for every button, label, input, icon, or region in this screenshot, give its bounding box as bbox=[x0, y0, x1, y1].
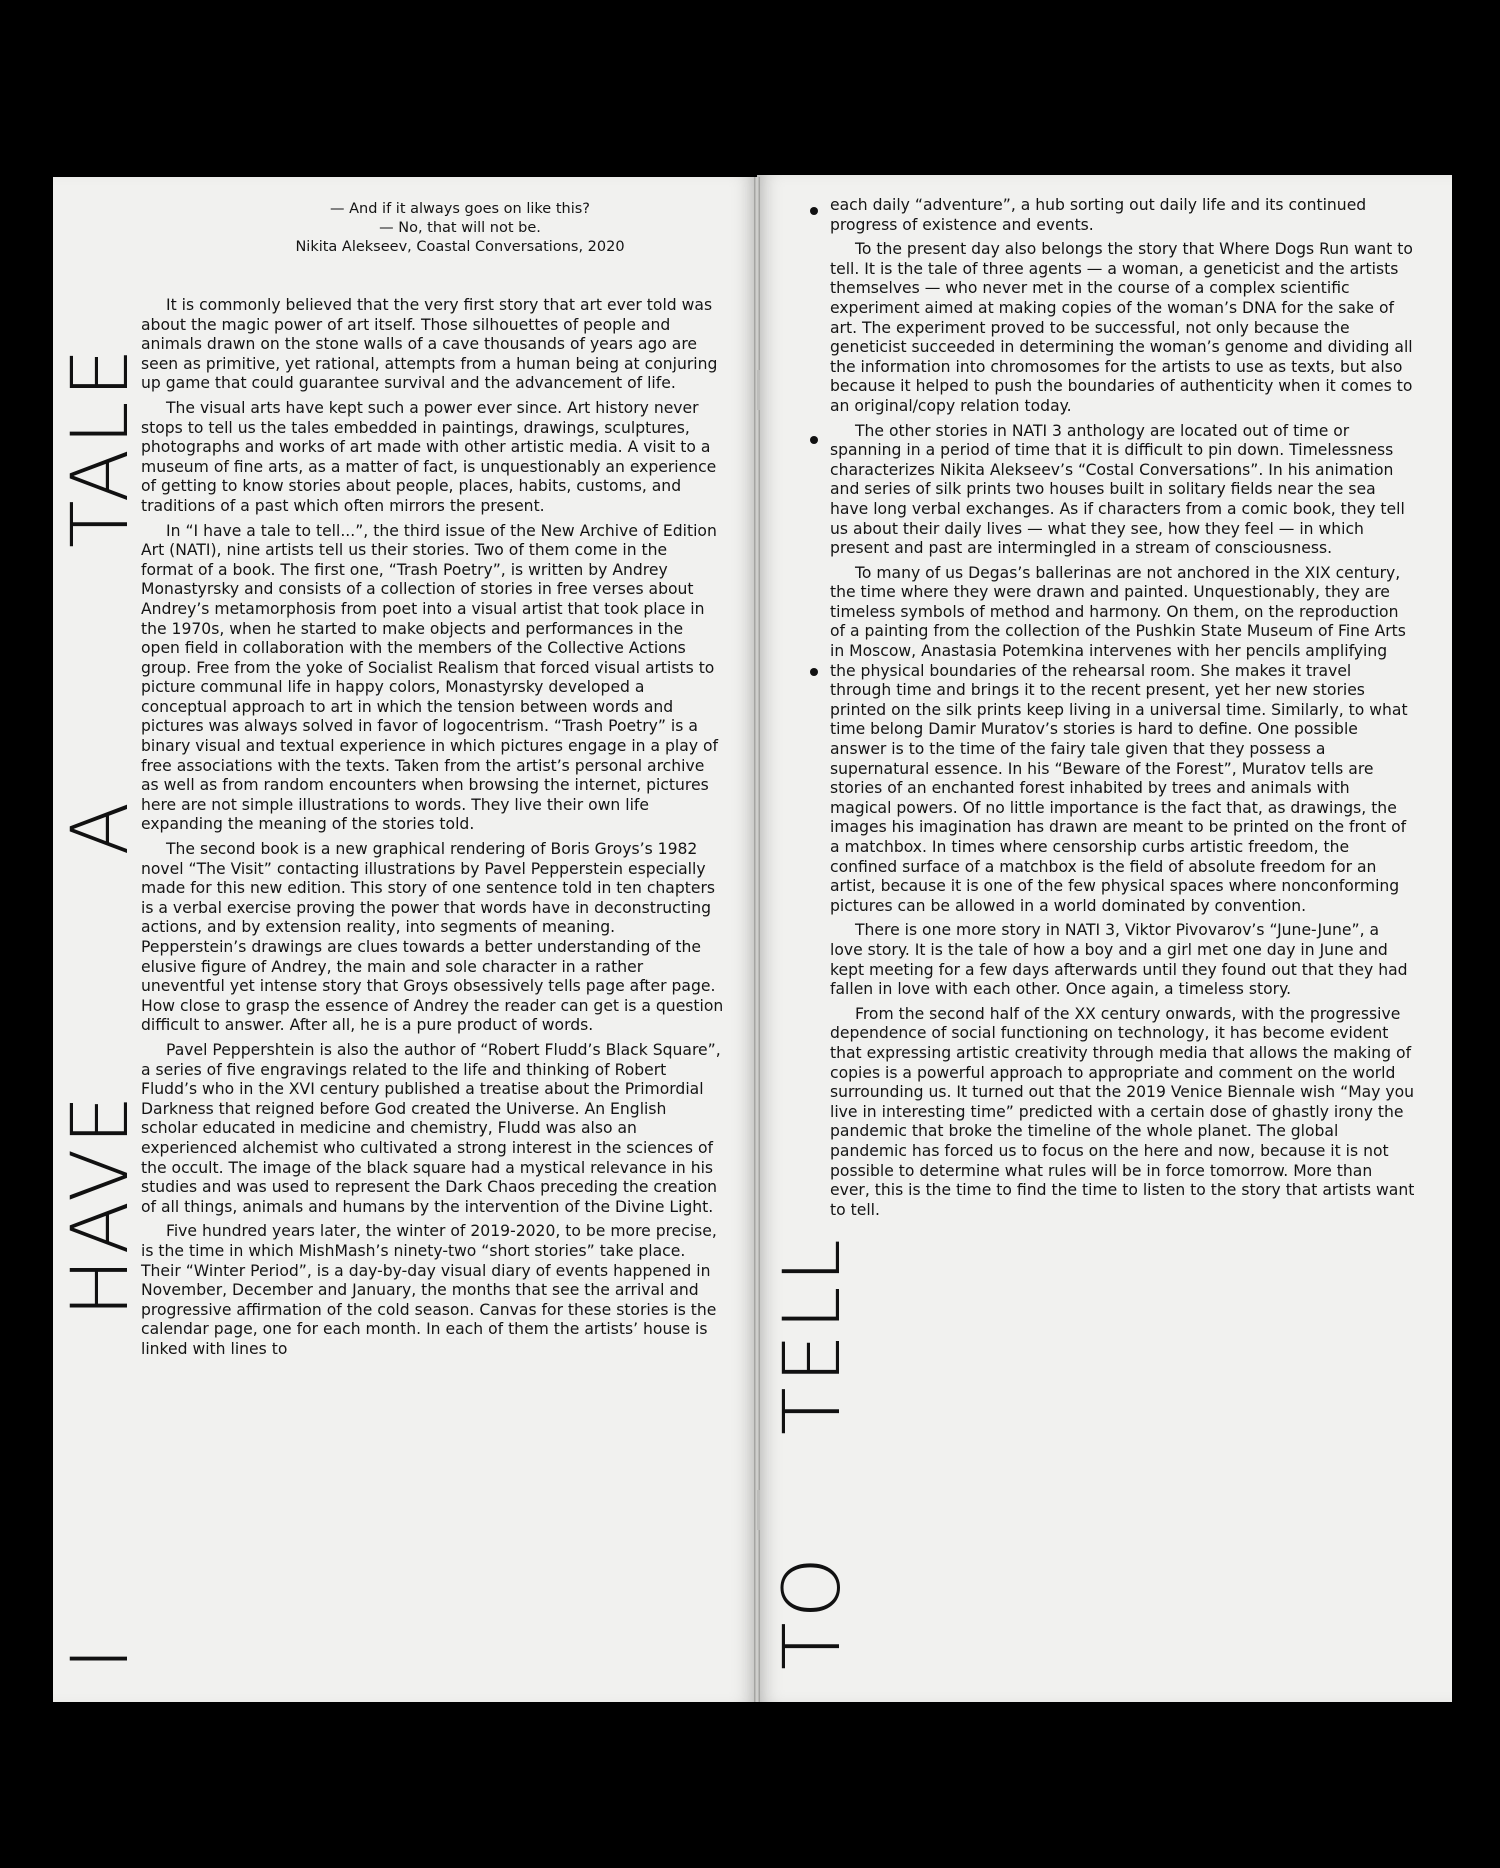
staple-mark bbox=[757, 1490, 760, 1530]
paragraph: Pavel Peppershtein is also the author of “Robert Fludd’s Black Square”, a series of five engravings related to the life and thinking of Robert Fludd’s who in the XVI century published a treatise about the Primordial Darkness that reigned before God created the Universe. An English scholar educated in medicine and chemistry, Fludd was also an experienced alchemist who cultivated a strong interest in the sciences of the occult. The image of the black square had a mystical relevance in his studies and was used to represent the Dark Chaos preceding the creation of all things, animals and humans by the intervention of the Divine Light. bbox=[141, 1040, 721, 1216]
paragraph: The other stories in NATI 3 anthology are located out of time or spanning in a period of time that it is difficult to pin down. Timelessness characterizes Nikita Alekseev’s “Costal Conversations”. In his animation and series of silk prints two houses built in solitary fields near the sea have long verbal exchanges. As if characters from a comic book, they tell us about their daily lives — what they see, how they feel — in which present and past are intermingled in a stream of consciousness. bbox=[830, 421, 1405, 558]
paragraph: The second book is a new graphical rendering of Boris Groys’s 1982 novel “The Visit” contacting illustrations by Pavel Pepperstein especially made for this new edition. This story of one sentence told in ten chapters is a verbal exercise proving the power that words have in deconstructing actions, and by extension reality, into segments of meaning. Pepperstein’s drawings are clues towards a better understanding of the elusive figure of Andrey, the main and sole character in a rather uneventful yet intense story that Groys obsessively tells page after page. How close to grasp the essence of Andrey the reader can get is a question difficult to answer. After all, he is a pure product of words. bbox=[141, 840, 724, 1035]
epigraph-line: — And if it always goes on like this? bbox=[330, 201, 590, 217]
paragraph: Five hundred years later, the winter of 2019-2020, to be more precise, is the time in which MishMash’s ninety-two “short stories” take place. Their “Winter Period”, is a day-by-day visual diary of events happened in November, December and January, the months that see the arrival and progressive affirmation of the cold season. Canvas for these stories is the calendar page, one for each month. In each of them the artists’ house is linked with lines to bbox=[141, 1222, 717, 1358]
title-word: I bbox=[56, 1642, 146, 1670]
right-text-column bbox=[830, 196, 1416, 1225]
paragraph: To many of us Degas’s ballerinas are not anchored in the XIX century, the time where they were drawn and painted. Unquestionably, they are timeless symbols of method and harmony. On them, on the reproduction of a painting from the collection of the Pushkin State Museum of Fine Arts in Moscow, Anastasia Potemkina intervenes with her pencils amplifying the physical boundaries of the rehearsal room. She makes it travel through time and brings it to the recent present, yet her new stories printed on the silk prints keep living in a universal time. Similarly, to what time belong Damir Muratov’s stories is hard to define. One possible answer is to the time of the fairy tale given that they possess a supernatural essence. In his “Beware of the Forest”, Muratov tells are stories of an enchanted forest inhabited by trees and animals with magical powers. Of no little importance is the fact that, as drawings, the images his imagination has drawn are meant to be printed on the front of a matchbox. In times where censorship curbs artistic freedom, the confined surface of a matchbox is the field of absolute freedom for an artist, because it is one of the few physical spaces where nonconforming pictures can be allowed in a world dominated by convention. bbox=[830, 563, 1408, 915]
margin-bullet bbox=[810, 207, 818, 215]
paragraph: It is commonly believed that the very first story that art ever told was about the magic power of art itself. Those silhouettes of people and animals drawn on the stone walls of a cave thousands of years ago are seen as primitive, yet rational, attempts from a human being at conjuring up game that could guarantee survival and the advancement of life. bbox=[141, 296, 718, 393]
title-word: TELL bbox=[768, 1235, 858, 1435]
epigraph bbox=[240, 200, 680, 257]
title-word: A bbox=[56, 797, 146, 856]
title-word: TO bbox=[768, 1552, 858, 1670]
margin-bullet bbox=[810, 668, 818, 676]
staple-mark bbox=[757, 370, 760, 410]
paragraph: In “I have a tale to tell...”, the third issue of the New Archive of Edition Art (NATI), nine artists tell us their stories. Two of them come in the format of a book. The first one, “Trash Poetry”, is written by Andrey Monastyrsky and consists of a collection of stories in free verses about Andrey’s metamorphosis from poet into a visual artist that took place in the 1970s, when he started to make objects and performances in the open field in collaboration with the members of the Collective Actions group. Free from the yoke of Socialist Realism that forced visual artists to picture communal life in happy colors, Monastyrsky developed a conceptual approach to art in which the tension between words and pictures was always solved in favor of logocentrism. “Trash Poetry” is a binary visual and textual experience in which pictures engage in a play of free associations with the texts. Taken from the artist’s personal archive as well as from random encounters when browsing the internet, pictures here are not simple illustrations to words. They live their own life expanding the meaning of the stories told. bbox=[141, 521, 719, 834]
epigraph-attribution: Nikita Alekseev, Coastal Conversations, 2020 bbox=[295, 239, 625, 255]
left-text-column bbox=[141, 296, 724, 1364]
paragraph: There is one more story in NATI 3, Viktor Pivovarov’s “June-June”, a love story. It is the tale of how a boy and a girl met one day in June and kept meeting for a few days afterwards until they found out that they had fallen in love with each other. Once again, a timeless story. bbox=[830, 921, 1408, 999]
paragraph: To the present day also belongs the story that Where Dogs Run want to tell. It is the tale of three agents — a woman, a geneticist and the artists themselves — who never met in the course of a complex scientific experiment aimed at making copies of the woman’s DNA for the sake of art. The experiment proved to be successful, not only because the geneticist succeeded in determining the woman’s genome and dividing all the information into chromosomes for the artists to use as texts, but also because it helped to push the boundaries of authenticity when it comes to an original/copy relation today. bbox=[830, 240, 1413, 415]
title-word: HAVE bbox=[56, 1091, 146, 1317]
title-word: TALE bbox=[56, 344, 146, 548]
vertical-title-right bbox=[768, 1235, 858, 1670]
paragraph: From the second half of the XX century onwards, with the progressive dependence of social functioning on technology, it has become evident that expressing artistic creativity through media that allows the making of copies is a powerful approach to appropriate and comment on the world surrounding us. It turned out that the 2019 Venice Biennale wish “May you live in interesting time” predicted with a certain dose of ghastly irony the pandemic that broke the timeline of the whole planet. The global pandemic has forced us to focus on the here and now, because it is not possible to determine what rules will be in force tomorrow. More than ever, this is the time to find the time to listen to the story that artists want to tell. bbox=[830, 1004, 1415, 1219]
paragraph: each daily “adventure”, a hub sorting out daily life and its continued progress of existence and events. bbox=[830, 196, 1367, 234]
paragraph: The visual arts have kept such a power ever since. Art history never stops to tell us the tales embedded in paintings, drawings, sculptures, photographs and works of art made with other artistic media. A visit to a museum of fine arts, as a matter of fact, is unquestionably an experience of getting to know stories about people, places, habits, customs, and traditions of a past which often mirrors the present. bbox=[141, 398, 717, 515]
vertical-title-left bbox=[56, 344, 146, 1670]
margin-bullet bbox=[810, 436, 818, 444]
epigraph-line: — No, that will not be. bbox=[379, 220, 541, 236]
